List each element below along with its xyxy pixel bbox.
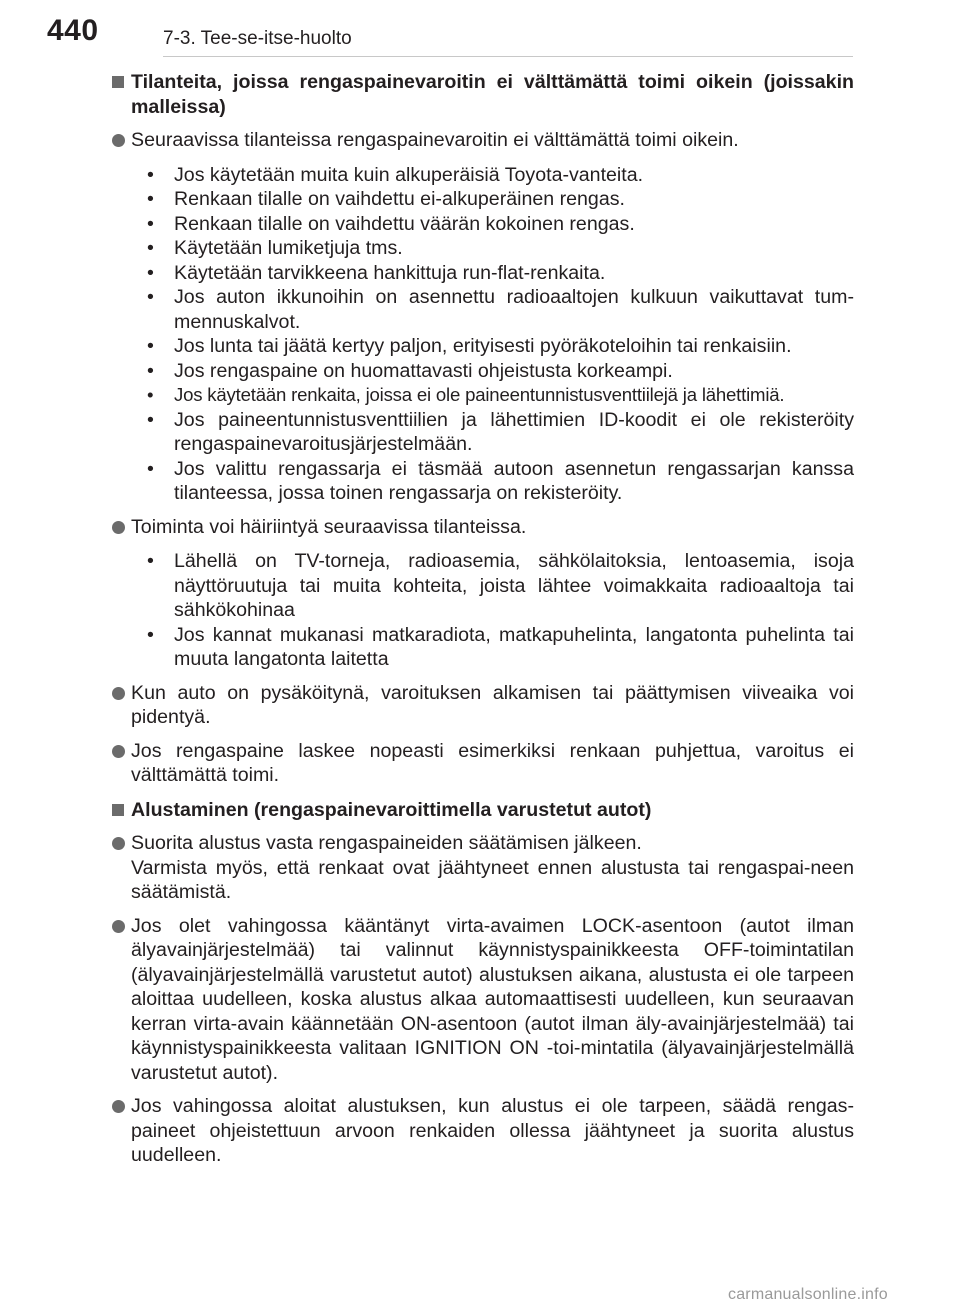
bullet-block <box>110 681 854 730</box>
list-item: • Jos käytetään muita kuin alkuperäisiä Toyota-vanteita. <box>147 163 644 186</box>
round-bullet-icon <box>112 134 125 147</box>
dot-bullet-icon: • <box>147 550 154 572</box>
dot-bullet-icon: • <box>147 384 154 405</box>
page-content <box>110 70 854 1168</box>
dot-bullet-icon: • <box>147 188 154 210</box>
bullet-block <box>110 831 854 905</box>
bullet-block <box>110 128 854 506</box>
bullet-text-continued: Varmista myös, että renkaat ovat jäähtyneet ennen alustusta tai rengaspai-neen säätämistä. <box>131 856 854 903</box>
dot-bullet-icon: • <box>147 212 154 235</box>
bullet-text: Jos olet vahingossa kääntänyt virta-avaimen LOCK-asentoon (autot ilman älyavainjärjestelmää) tai valinnut käynnistyspainikkeesta OFF-toimintatilan (älyavainjärjestelmällä varustetut autot) alustuksen aikana, alustusta ei ole tarpeen aloittaa uudelleen, koska alustus alkaa automaattisesti uudelleen, kun seuraavan kerran virta-avain käännetään ON-asentoon (autot ilman äly-avainjärjestelmää) tai käynnistyspainikkeesta valitaan IGNITION ON -toi-mintatila (älyavainjärjestelmällä varustetut autot). <box>131 914 854 1084</box>
list-item: • Jos auton ikkunoihin on asennettu radioaaltojen kulkuun vaikuttavat tum-mennuskalvot. <box>147 286 854 333</box>
section-heading <box>110 70 854 119</box>
bullet-block <box>110 1094 854 1168</box>
bullet-block <box>110 914 854 1086</box>
list-item: • Käytetään tarvikkeena hankittuja run-flat-renkaita. <box>147 261 606 284</box>
list-item: • Käytetään lumiketjuja tms. <box>147 237 403 259</box>
dot-bullet-icon: • <box>147 408 154 431</box>
item-list <box>131 163 854 506</box>
list-item: • Jos paineentunnistusventtiilien ja lähettimien ID-koodit ei ole rekisteröity rengaspainevaroitusjärjestelmään. <box>147 408 854 455</box>
round-bullet-icon <box>112 687 125 700</box>
list-item: • Lähellä on TV-torneja, radioasemia, sähkölaitoksia, lentoasemia, isoja näyttöruutuja tai muita kohteita, joista lähtee voimakkaita radioaaltoja tai sähkökohinaa <box>147 550 854 621</box>
square-bullet-icon <box>112 76 124 88</box>
heading-text: Tilanteita, joissa rengaspainevaroitin ei välttämättä toimi oikein (joissakin malleissa) <box>131 71 854 118</box>
page-number: 440 <box>47 14 99 47</box>
list-item: • Jos käytetään renkaita, joissa ei ole paineentunnistusventtiilejä ja lähettimiä. <box>131 383 854 408</box>
list-item: • Renkaan tilalle on vaihdettu väärän kokoinen rengas. <box>147 212 635 235</box>
dot-bullet-icon: • <box>147 237 154 259</box>
bullet-text: Jos rengaspaine laskee nopeasti esimerkiksi renkaan puhjettua, varoitus ei välttämättä toimi. <box>131 739 854 786</box>
bullet-text: Kun auto on pysäköitynä, varoituksen alkamisen tai päättymisen viiveaika voi pidentyä. <box>131 681 854 728</box>
bullet-text: Seuraavissa tilanteissa rengaspainevaroitin ei välttämättä toimi oikein. <box>131 129 739 151</box>
round-bullet-icon <box>112 837 125 850</box>
list-item: • Jos lunta tai jäätä kertyy paljon, erityisesti pyöräkoteloihin tai renkaisiin. <box>147 335 792 357</box>
list-item: • Jos valittu rengassarja ei täsmää autoon asennetun rengassarjan kanssa tilanteessa, jossa toinen rengassarja on rekisteröity. <box>147 457 854 504</box>
bullet-block <box>110 515 854 672</box>
dot-bullet-icon: • <box>147 623 154 646</box>
round-bullet-icon <box>112 521 125 534</box>
dot-bullet-icon: • <box>147 457 154 480</box>
section-heading <box>110 798 854 823</box>
bullet-text: Jos vahingossa aloitat alustuksen, kun alustus ei ole tarpeen, säädä rengas-paineet ohjeistettuun arvoon renkaiden ollessa jäähtyneet ja suorita alustus uudelleen. <box>131 1095 854 1166</box>
dot-bullet-icon: • <box>147 335 154 357</box>
round-bullet-icon <box>112 745 125 758</box>
item-list <box>131 549 854 672</box>
dot-bullet-icon: • <box>147 163 154 186</box>
round-bullet-icon <box>112 1100 125 1113</box>
bullet-text: Suorita alustus vasta rengaspaineiden säätämisen jälkeen. <box>131 832 642 854</box>
header-rule <box>163 56 853 57</box>
dot-bullet-icon: • <box>147 261 154 284</box>
square-bullet-icon <box>112 804 124 816</box>
bullet-block <box>110 739 854 788</box>
bullet-text: Toiminta voi häiriintyä seuraavissa tilanteissa. <box>131 515 527 538</box>
list-item: • Renkaan tilalle on vaihdettu ei-alkuperäinen rengas. <box>147 188 625 210</box>
watermark: carmanualsonline.info <box>728 1286 888 1303</box>
dot-bullet-icon: • <box>147 286 154 308</box>
list-item: • Jos kannat mukanasi matkaradiota, matkapuhelinta, langatonta puhelinta tai muuta langatonta laitetta <box>147 623 854 670</box>
round-bullet-icon <box>112 920 125 933</box>
heading-text: Alustaminen (rengaspainevaroittimella varustetut autot) <box>131 798 652 821</box>
dot-bullet-icon: • <box>147 359 154 382</box>
section-title: 7-3. Tee-se-itse-huolto <box>163 28 352 49</box>
list-item: • Jos rengaspaine on huomattavasti ohjeistusta korkeampi. <box>147 359 673 382</box>
page-header <box>0 0 960 60</box>
